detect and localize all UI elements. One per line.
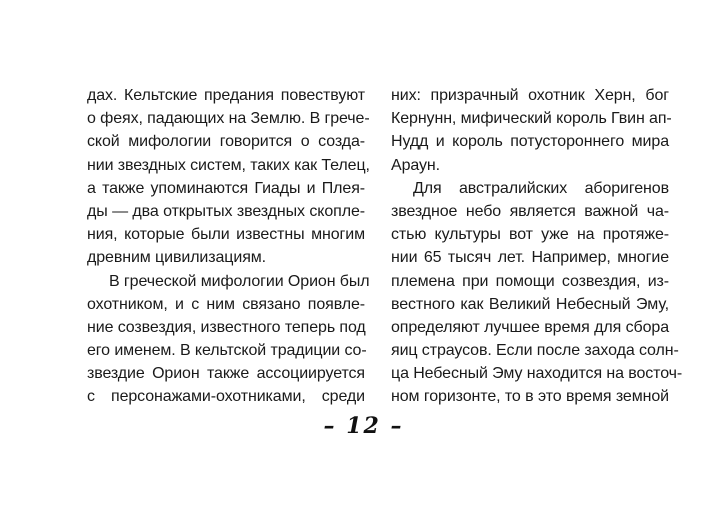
text-line: определяют лучшее время для сбора [391,318,669,336]
text-line: яиц страусов. Если после захода солн- [391,342,679,360]
page-number: – 12 – [323,413,404,439]
right-text-column [391,84,683,409]
text-line: них: призрачный охотник Херн, бог [391,87,669,104]
text-line: ской мифологии говорится о созда- [87,133,365,151]
text-line: охотником, и с ним связано появле- [87,295,365,313]
text-line: стью культуры вот уже на протяже- [391,226,669,244]
text-line: ном горизонте, то в это время земной [391,388,669,406]
text-line: звездное небо является важной ча- [391,202,669,220]
text-line: ние созвездия, известного теперь под [87,318,366,336]
paragraph-start-line: Для австралийских аборигенов [413,179,669,197]
paragraph-start-line: В греческой мифологии Орион был [109,272,370,290]
text-line: с персонажами-охотниками, среди [87,388,365,406]
left-text-column [87,84,370,409]
text-line: древним цивилизациям. [87,249,267,267]
text-line: ца Небесный Эму находится на восточ- [391,365,683,383]
text-line: Кернунн, мифический король Гвин ап- [391,110,672,128]
text-line: нии звездных систем, таких как Телец, [87,156,370,174]
text-line: а также упоминаются Гиады и Плея- [87,179,365,197]
text-line: вестного как Великий Небесный Эму, [391,295,669,313]
text-line: о феях, падающих на Землю. В грече- [87,110,370,128]
text-line: Нудд и король потустороннего мира [391,133,669,151]
text-line: дах. Кельтские предания повествуют [87,87,365,104]
text-line: ды — два открытых звездных скопле- [87,202,365,220]
text-line: его именем. В кельтской традиции со- [87,342,367,360]
text-line: Араун. [391,156,440,174]
text-line: звездие Орион также ассоциируется [87,365,365,383]
text-line: племена при помощи созвездия, из- [391,272,669,290]
text-line: ния, которые были известны многим [87,226,365,244]
text-line: нии 65 тысяч лет. Например, многие [391,249,669,267]
